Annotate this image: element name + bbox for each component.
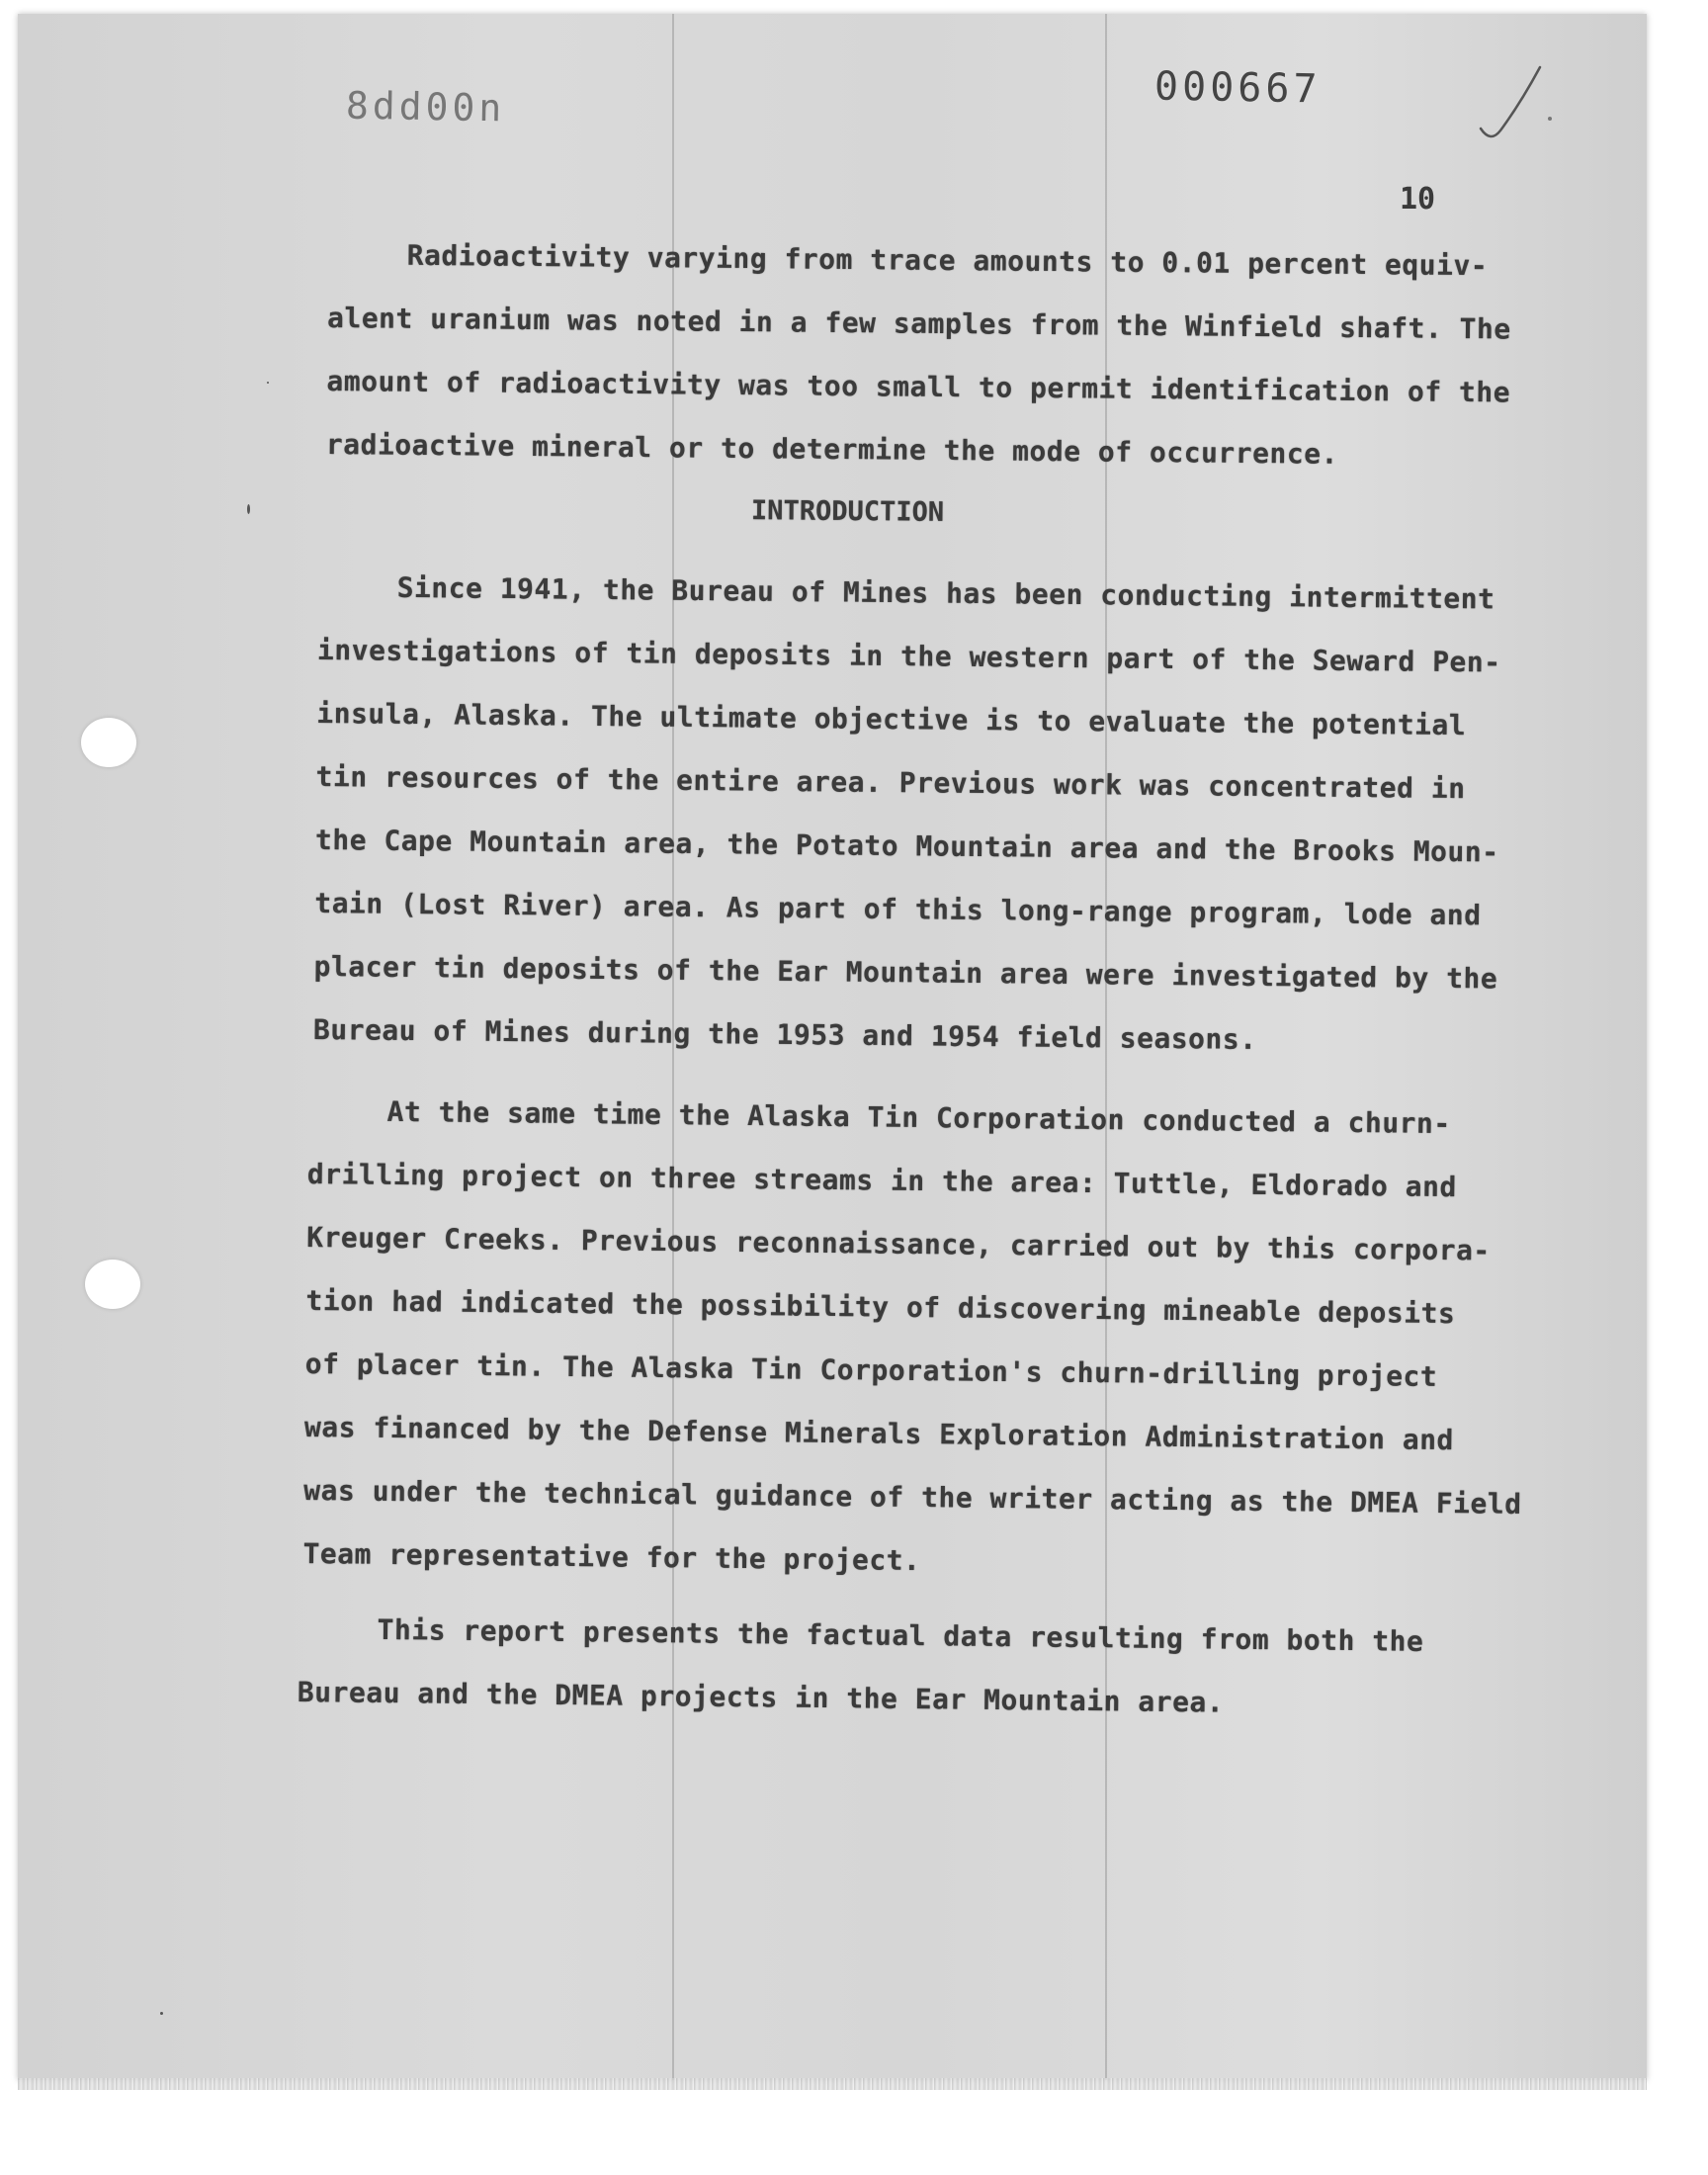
text-line: investigations of tin deposits in the western part of the Seward Pen-	[316, 633, 1501, 679]
page-bottom-edge	[18, 2078, 1647, 2090]
scan-speck	[267, 382, 269, 384]
text-line: the Cape Mountain area, the Potato Mountain area and the Brooks Moun-	[314, 823, 1499, 869]
text-line: Radioactivity varying from trace amounts to 0.01 percent equiv-	[406, 238, 1489, 283]
text-line: insula, Alaska. The ultimate objective is to evaluate the potential	[316, 696, 1467, 742]
text-line: drilling project on three streams in the area: Tuttle, Eldorado and	[306, 1157, 1457, 1204]
text-line: Since 1941, the Bureau of Mines has been conducting intermittent	[396, 570, 1495, 616]
text-line: radioactive mineral or to determine the mode of occurrence.	[325, 427, 1339, 471]
text-line: Team representative for the project.	[302, 1536, 921, 1578]
text-line: tion had indicated the possibility of discovering mineable deposits	[305, 1283, 1456, 1331]
paragraph-radioactivity	[326, 223, 1512, 487]
text-line: Kreuger Creeks. Previous reconnaissance, carried out by this corpora-	[306, 1220, 1491, 1267]
text-line: Bureau of Mines during the 1953 and 1954 field seasons.	[312, 1012, 1257, 1056]
text-line: This report presents the factual data resulting from both the	[377, 1612, 1424, 1658]
text-line: tain (Lost River) area. As part of this long-range program, lode and	[314, 886, 1482, 932]
punch-hole	[85, 1260, 140, 1309]
scan-speck	[247, 504, 250, 514]
section-heading: INTRODUCTION	[750, 495, 945, 528]
text-line: Bureau and the DMEA projects in the Ear Mountain area.	[297, 1675, 1225, 1719]
text-line: was under the technical guidance of the writer acting as the DMEA Field	[303, 1473, 1522, 1521]
text-line: amount of radioactivity was too small to permit identification of the	[326, 364, 1511, 409]
text-line: tin resources of the entire area. Previous work was concentrated in	[315, 759, 1466, 806]
text-line: of placer tin. The Alaska Tin Corporation's churn-drilling project	[304, 1347, 1438, 1393]
paragraph-alaska-tin	[302, 1080, 1526, 1600]
text-line: was financed by the Defense Minerals Exploration Administration and	[303, 1410, 1455, 1457]
stamp-number-right: 000667	[1153, 63, 1322, 113]
paragraph-report-presents	[298, 1598, 1424, 1737]
check-mark-icon	[1471, 59, 1560, 148]
text-line: placer tin deposits of the Ear Mountain area were investigated by the	[313, 949, 1498, 996]
scan-speck	[160, 2012, 163, 2015]
punch-hole	[81, 718, 136, 767]
page-number: 10	[1400, 182, 1436, 217]
text-line: alent uranium was noted in a few samples from the Winfield shaft. The	[326, 301, 1511, 346]
text-line: At the same time the Alaska Tin Corporation conducted a churn-	[386, 1094, 1451, 1141]
paragraph-since-1941	[313, 556, 1502, 1075]
stamp-number-left: 8dd00n	[345, 83, 506, 130]
